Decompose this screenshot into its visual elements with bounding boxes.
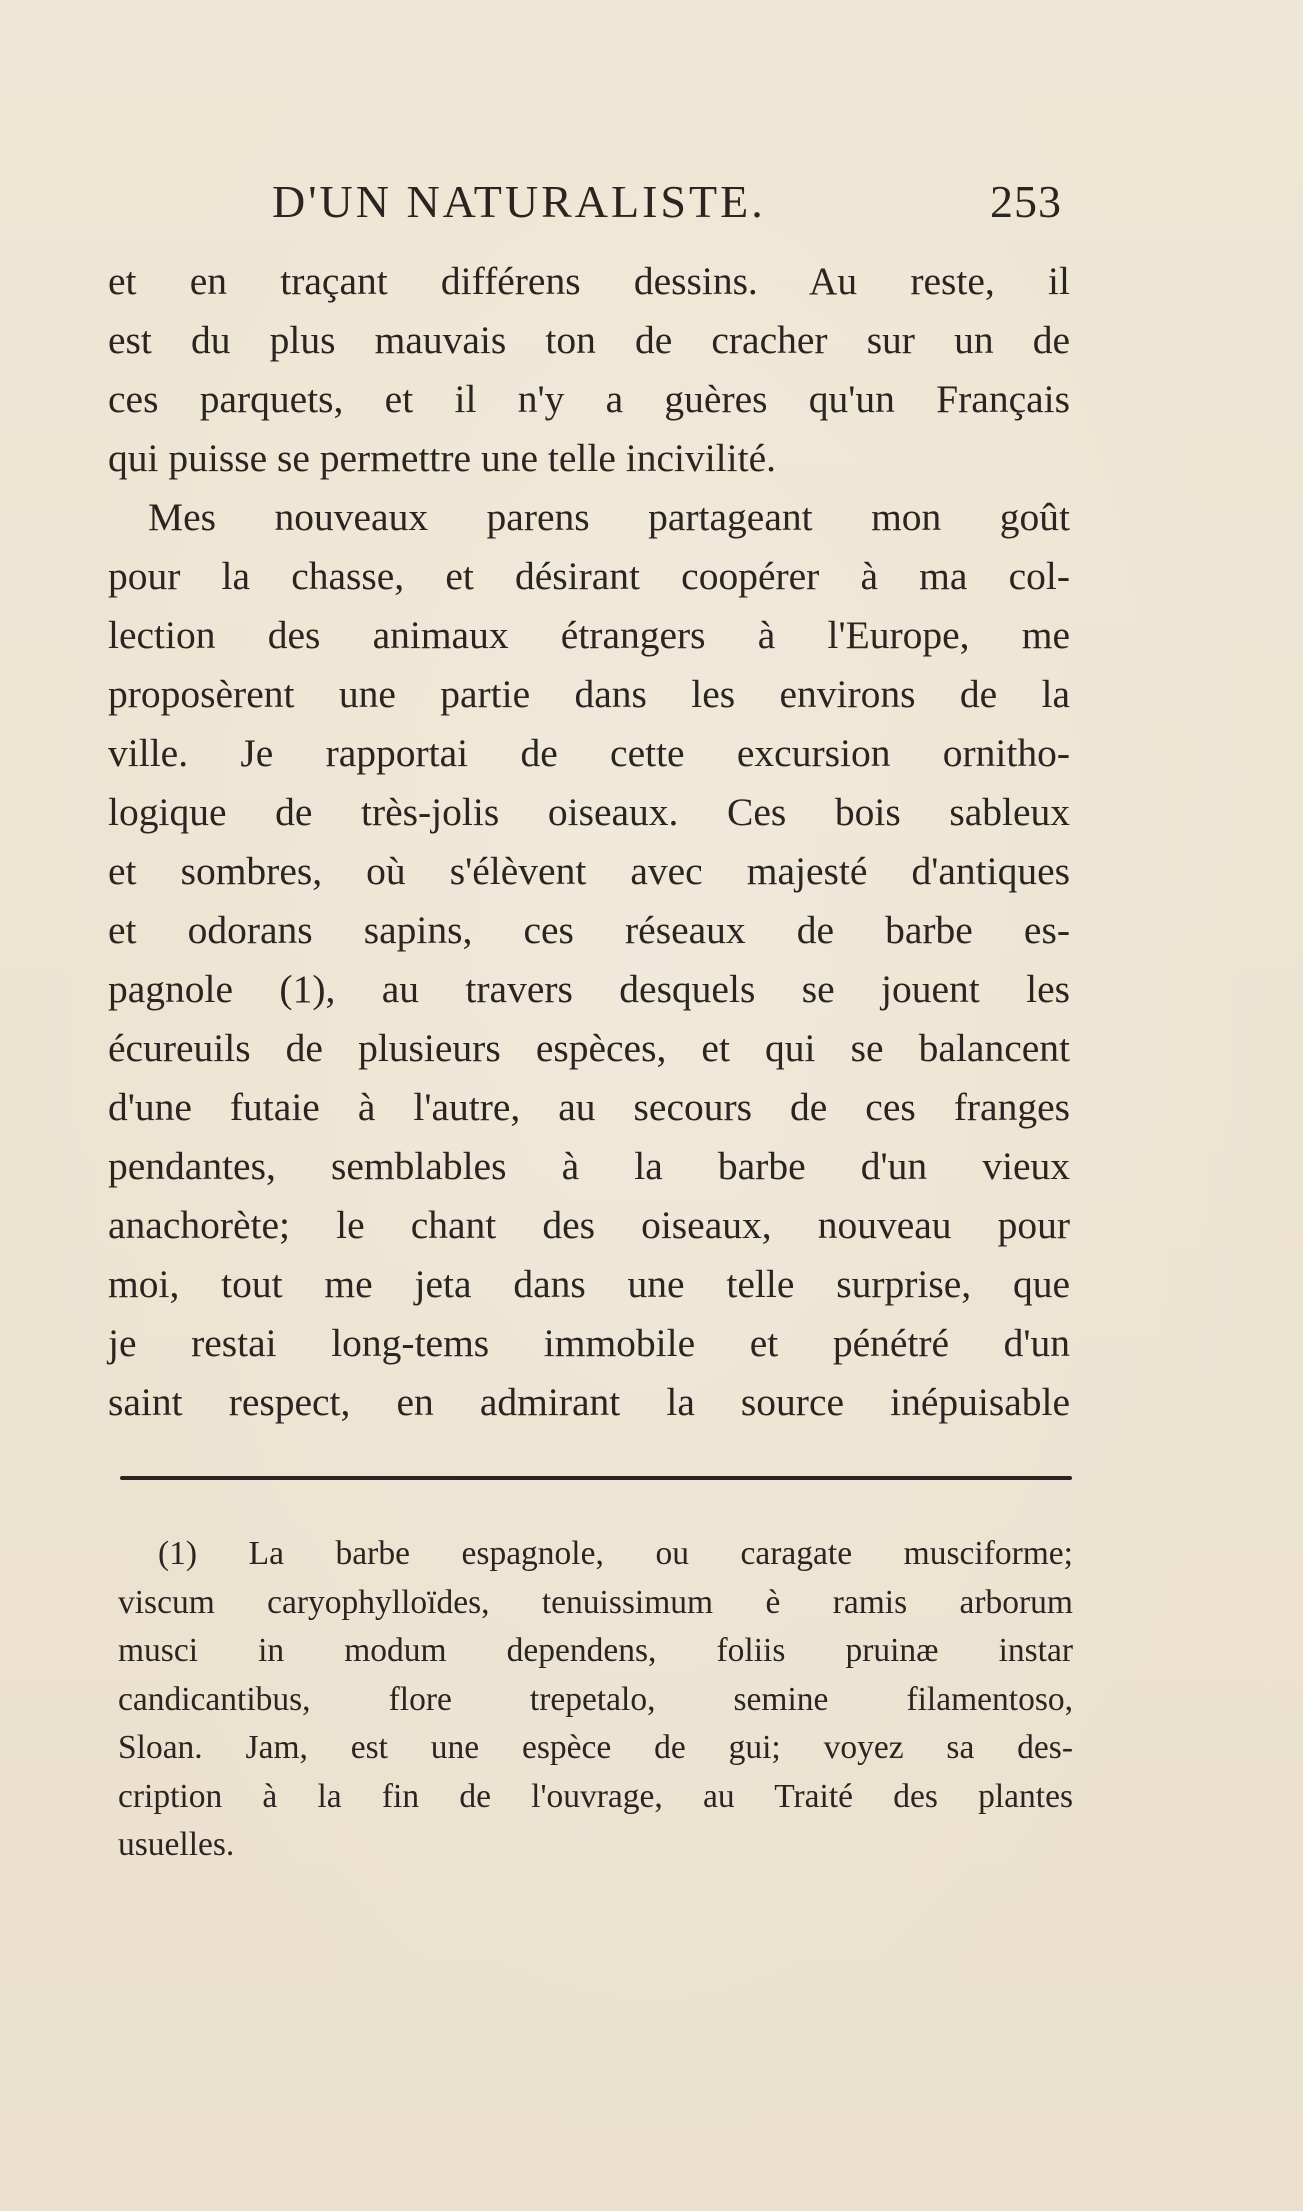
body-line: je restai long-tems immobile et pénétré d'un [108, 1321, 1070, 1365]
body-line: pour la chasse, et désirant coopérer à ma col- [108, 554, 1070, 598]
footnote-line: usuelles. [118, 1826, 235, 1863]
body-line: proposèrent une partie dans les environs de la [108, 672, 1070, 716]
body-line: pagnole (1), au travers desquels se jouent les [108, 967, 1070, 1011]
footnote-divider [120, 1476, 1072, 1480]
body-line: pendantes, semblables à la barbe d'un vieux [108, 1144, 1070, 1188]
running-head [272, 172, 1062, 232]
body-line: est du plus mauvais ton de cracher sur un de [108, 318, 1070, 362]
body-line: saint respect, en admirant la source inépuisable [108, 1380, 1070, 1424]
body-line: et odorans sapins, ces réseaux de barbe es- [108, 908, 1070, 952]
body-line: ville. Je rapportai de cette excursion ornitho- [108, 731, 1070, 775]
paragraph-start-line: Mes nouveaux parens partageant mon goût [148, 495, 1070, 539]
footnote [118, 1530, 1073, 1870]
page-number: 253 [990, 176, 1062, 227]
footnote-line: candicantibus, flore trepetalo, semine filamentoso, [118, 1680, 1073, 1718]
body-line: d'une futaie à l'autre, au secours de ces franges [108, 1085, 1070, 1129]
body-line: et sombres, où s'élèvent avec majesté d'antiques [108, 849, 1070, 893]
footnote-line: cription à la fin de l'ouvrage, au Traité des plantes [118, 1777, 1073, 1815]
body-line: logique de très-jolis oiseaux. Ces bois sableux [108, 790, 1070, 834]
body-line: écureuils de plusieurs espèces, et qui se balancent [108, 1026, 1070, 1070]
body-line: lection des animaux étrangers à l'Europe, me [108, 613, 1070, 657]
footnote-line: (1) La barbe espagnole, ou caragate musciforme; [158, 1535, 1073, 1572]
body-line: qui puisse se permettre une telle incivilité. [108, 436, 777, 480]
footnote-line: viscum caryophylloïdes, tenuissimum è ramis arborum [118, 1583, 1073, 1621]
body-line: ces parquets, et il n'y a guères qu'un Français [108, 377, 1070, 421]
footnote-line: musci in modum dependens, foliis pruinæ instar [118, 1632, 1073, 1669]
body-line: anachorète; le chant des oiseaux, nouveau pour [108, 1203, 1070, 1247]
body-text [108, 252, 1070, 1432]
body-line: et en traçant différens dessins. Au reste, il [108, 259, 1070, 303]
running-head-title: D'UN NATURALISTE. [272, 176, 766, 227]
body-line: moi, tout me jeta dans une telle surprise, que [108, 1262, 1070, 1306]
footnote-line: Sloan. Jam, est une espèce de gui; voyez sa des- [118, 1729, 1073, 1766]
